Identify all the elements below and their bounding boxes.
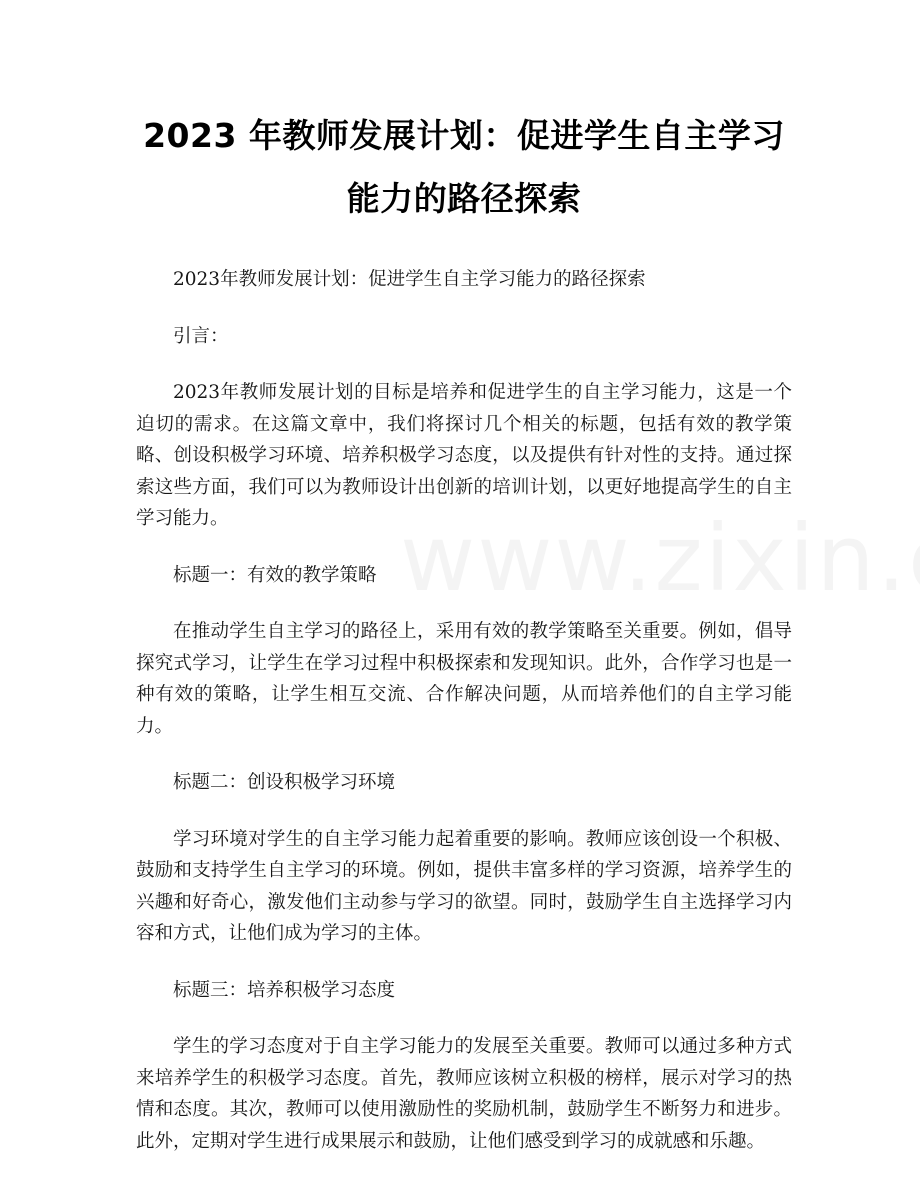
document-body: [136, 264, 792, 1157]
section-heading-1: 标题一：有效的教学策略: [173, 564, 377, 586]
section-heading-2: 标题二：创设积极学习环境: [173, 772, 396, 793]
section-paragraph-1: 在推动学生自主学习的路径上，采用有效的教学策略至关重要。例如，倡导探究式学习，让学生在学习过程中积极探索和发现知识。此外，合作学习也是一种有效的策略，让学生相互交流、合作解决问题，从而培养他们的自主学习能力。: [136, 621, 792, 737]
section-paragraph-3: 学生的学习态度对于自主学习能力的发展至关重要。教师可以通过多种方式来培养学生的积极学习态度。首先，教师应该树立积极的榜样，展示对学习的热情和态度。其次，教师可以使用激励性的奖励机制，鼓励学生不断努力和进步。此外，定期对学生进行成果展示和鼓励，让他们感受到学习的成就感和乐趣。: [136, 1036, 792, 1152]
intro-heading: 引言：: [173, 325, 229, 347]
document-title: 2023 年教师发展计划：促进学生自主学习能力的路径探索: [143, 116, 785, 218]
subtitle-paragraph: 2023年教师发展计划：促进学生自主学习能力的路径探索: [173, 269, 646, 290]
section-heading-3: 标题三：培养积极学习态度: [173, 979, 396, 1001]
intro-paragraph: 2023年教师发展计划的目标是培养和促进学生的自主学习能力，这是一个迫切的需求。在这篇文章中，我们将探讨几个相关的标题，包括有效的教学策略、创设积极学习环境、培养积极学习态度，以及提供有针对性的支持。通过探索这些方面，我们可以为教师设计出创新的培训计划，以更好地提高学生的自主学习能力。: [136, 382, 792, 529]
section-paragraph-2: 学习环境对学生的自主学习能力起着重要的影响。教师应该创设一个积极、鼓励和支持学生自主学习的环境。例如，提供丰富多样的学习资源，培养学生的兴趣和好奇心，激发他们主动参与学习的欲望。同时，鼓励学生自主选择学习内容和方式，让他们成为学习的主体。: [136, 828, 792, 944]
